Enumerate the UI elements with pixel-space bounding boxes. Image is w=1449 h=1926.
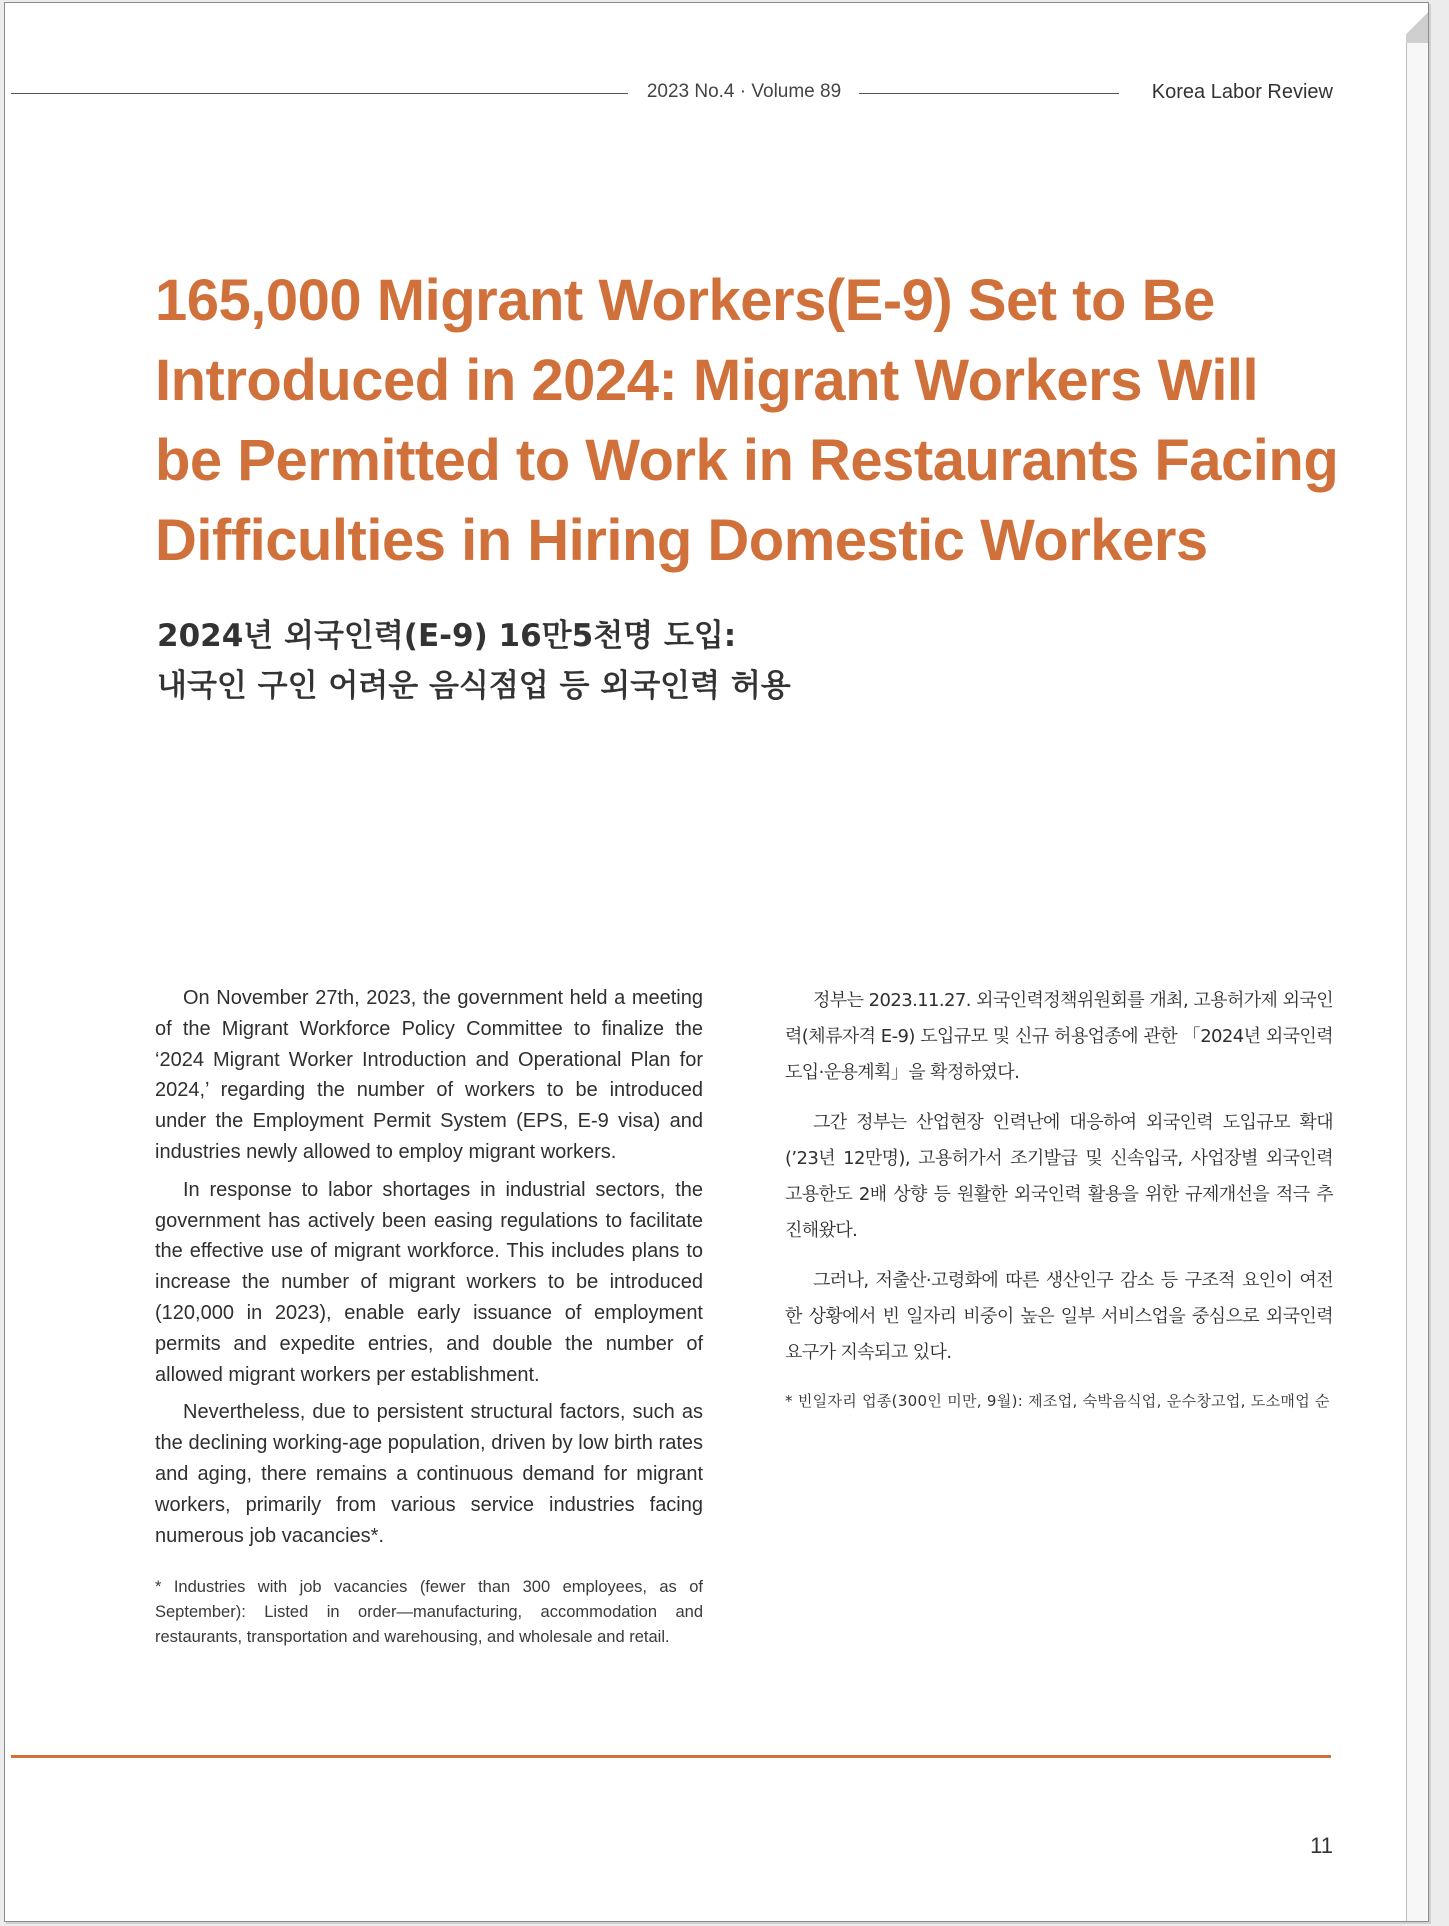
- subtitle-line: 2024년 외국인력(E-9) 16만5천명 도입:: [157, 618, 737, 654]
- journal-name: Korea Labor Review: [1151, 81, 1333, 103]
- page-header: [11, 79, 1331, 109]
- title-line: be Permitted to Work in Restaurants Facing: [155, 428, 1339, 493]
- page-number: 11: [1310, 1833, 1333, 1858]
- korean-paragraph: 그간 정부는 산업현장 인력난에 대응하여 외국인력 도입규모 확대(’23년 12만명), 고용허가서 조기발급 및 신속입국, 사업장별 외국인력 고용한도 2배 상향 등 원활한 외국인력 활용을 위한 규제개선을 적극 추진해왔다.: [785, 1112, 1333, 1241]
- page-edge: [1406, 3, 1428, 1921]
- page-fold: [1406, 3, 1428, 43]
- title-line: Difficulties in Hiring Domestic Workers: [155, 508, 1208, 573]
- korean-subtitle: [157, 611, 1157, 711]
- title-line: Introduced in 2024: Migrant Workers Will: [155, 348, 1259, 413]
- english-paragraph: In response to labor shortages in industrial sectors, the government has actively been easing regulations to facilitate the effective use of migrant workforce. This includes plans to increase the number of migrant workers to be introduced (120,000 in 2023), enable early issuance of employment permits and expedite entries, and double the number of allowed migrant workers per establishment.: [155, 1178, 703, 1386]
- english-paragraph: Nevertheless, due to persistent structural factors, such as the declining working-age population, driven by low birth rates and aging, there remains a continuous demand for migrant workers, primarily from various service industries facing numerous job vacancies*.: [155, 1401, 703, 1547]
- header-rule-right: [859, 93, 1119, 94]
- footer-rule: [11, 1755, 1331, 1758]
- korean-paragraph: 그러나, 저출산·고령화에 따른 생산인구 감소 등 구조적 요인이 여전한 상황에서 빈 일자리 비중이 높은 일부 서비스업을 중심으로 외국인력 요구가 지속되고 있다.: [785, 1270, 1333, 1363]
- article-title: [155, 261, 1339, 581]
- korean-footnote: * 빈일자리 업종(300인 미만, 9월): 제조업, 숙박음식업, 운수창고업, 도소매업 순: [785, 1392, 1330, 1410]
- title-line: 165,000 Migrant Workers(E-9) Set to Be: [155, 268, 1215, 333]
- subtitle-line: 내국인 구인 어려운 음식점업 등 외국인력 허용: [157, 668, 791, 704]
- english-footnote: * Industries with job vacancies (fewer than 300 employees, as of September): Listed in order—manufacturing, accommodation and restaurants, transportation and warehousing, and wholesale and retail.: [155, 1578, 703, 1647]
- korean-column: [785, 983, 1333, 1431]
- header-rule-left: [11, 93, 628, 94]
- issue-info: 2023 No.4 · Volume 89: [646, 81, 842, 102]
- english-column: [155, 983, 703, 1657]
- english-paragraph: On November 27th, 2023, the government held a meeting of the Migrant Workforce Policy Committee to finalize the ‘2024 Migrant Worker Introduction and Operational Plan for 2024,’ regarding the number of workers to be introduced under the Employment Permit System (EPS, E-9 visa) and industries newly allowed to employ migrant workers.: [155, 987, 703, 1163]
- korean-paragraph: 정부는 2023.11.27. 외국인력정책위원회를 개최, 고용허가제 외국인력(체류자격 E-9) 도입규모 및 신규 허용업종에 관한 「2024년 외국인력 도입·운용계획」을 확정하였다.: [785, 990, 1333, 1083]
- document-page: [4, 2, 1429, 1922]
